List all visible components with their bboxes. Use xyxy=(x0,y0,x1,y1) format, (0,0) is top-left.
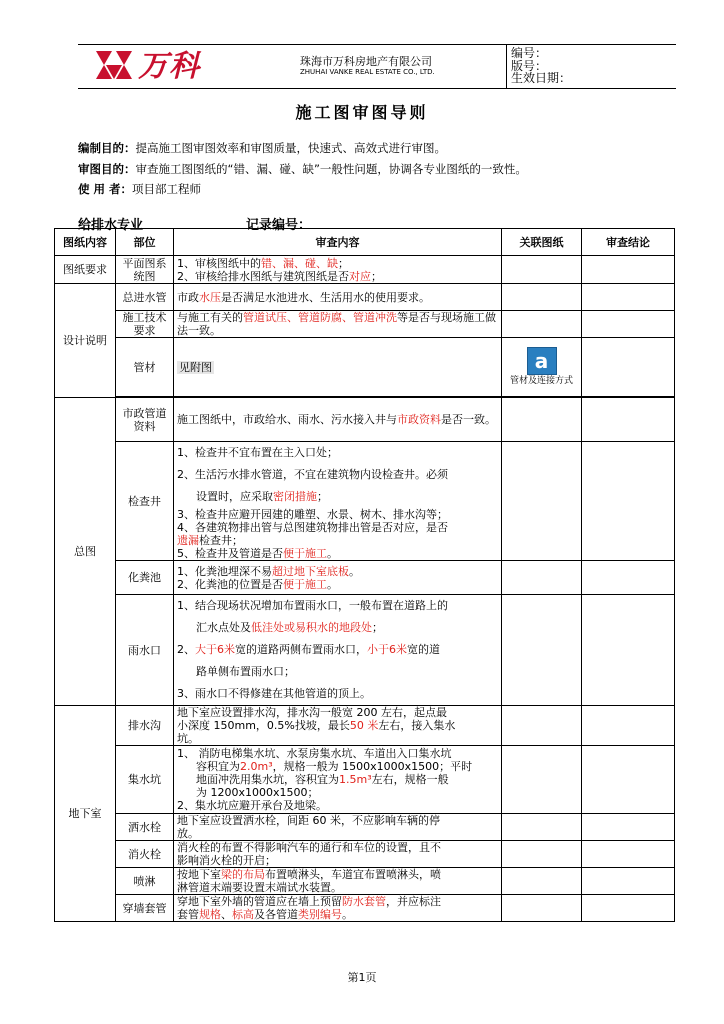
table-row xyxy=(55,595,675,706)
row-part-cell: 检查井 xyxy=(116,442,174,561)
row-result-cell[interactable] xyxy=(582,311,675,338)
row-result-cell[interactable] xyxy=(582,706,675,746)
row-result-cell[interactable] xyxy=(582,895,675,922)
row-related-cell xyxy=(502,814,582,841)
row-content-cell: 地下室 xyxy=(55,706,116,922)
row-review-cell: 施工图纸中，市政给水、雨水、污水接入井与市政资料是否一致。 xyxy=(174,398,502,442)
brand-name: 万科 xyxy=(138,49,200,84)
vanke-logo-icon xyxy=(94,47,134,83)
table-row xyxy=(55,311,675,338)
meta-effective-date: 生效日期： xyxy=(511,71,572,85)
table-row xyxy=(55,284,675,311)
row-result-cell[interactable] xyxy=(582,284,675,311)
table-row xyxy=(55,868,675,895)
table-row xyxy=(55,706,675,746)
intro-user: 使 用 者：项目部工程师 xyxy=(78,182,202,196)
discipline-label: 给排水专业 xyxy=(78,218,144,233)
row-content-cell: 图纸要求 xyxy=(55,256,116,284)
row-review-cell: 市政水压是否满足水池进水、生活用水的使用要求。 xyxy=(174,284,502,311)
row-related-cell xyxy=(502,895,582,922)
table-row xyxy=(55,895,675,922)
table-row xyxy=(55,338,675,397)
row-result-cell[interactable] xyxy=(582,256,675,284)
row-review-cell: 按地下室梁的布局布置喷淋头，车道宜布置喷淋头，喷 淋管道末端要设置末端试水装置。 xyxy=(174,868,502,895)
row-review-cell: 地下室应设置洒水栓，间距 60 米，不应影响车辆的停 放。 xyxy=(174,814,502,841)
meta-number: 编号： xyxy=(511,46,548,60)
header-bottom-line xyxy=(78,88,676,89)
review-table xyxy=(54,228,675,922)
header-related-drawing: 关联图纸 xyxy=(502,229,582,256)
row-review-cell: 穿地下室外墙的管道应在墙上预留防水套管，并应标注 套管规格、标高及各管道类别编号。 xyxy=(174,895,502,922)
row-part-cell: 平面图系统图 xyxy=(116,256,174,284)
row-review-cell: 1、 消防电梯集水坑、水泵房集水坑、车道出入口集水坑 容积宜为2.0m³，规格一般为 1500x1000x1500；平时 地面冲洗用集水坑，容积宜为1.5m³左右，规格一般 为 1200x1000x1500； 2、集水坑应避开承台及地梁。 xyxy=(174,746,502,814)
row-review-cell: 见附图 xyxy=(174,338,502,397)
row-part-cell: 雨水口 xyxy=(116,595,174,706)
row-review-cell: 消火栓的布置不得影响汽车的通行和车位的设置，且不 影响消火栓的开启； xyxy=(174,841,502,868)
row-related-cell xyxy=(502,284,582,311)
document-title: 施工图审图导则 xyxy=(295,103,429,122)
row-related-cell xyxy=(502,706,582,746)
row-related-cell xyxy=(502,442,582,561)
row-part-cell: 消火栓 xyxy=(116,841,174,868)
row-result-cell[interactable] xyxy=(582,841,675,868)
row-result-cell[interactable] xyxy=(582,595,675,706)
row-related-cell xyxy=(502,561,582,595)
intro-review: 审图目的：审查施工图图纸的“错、漏、碰、缺”一般性问题，协调各专业图纸的一致性。 xyxy=(78,162,527,176)
table-row xyxy=(55,841,675,868)
record-number-label: 记录编号： xyxy=(246,218,312,233)
table-row xyxy=(55,442,675,561)
row-review-cell: 1、检查井不宜布置在主入口处； 2、生活污水排水管道，不宜在建筑物内设检查井。必须 设置时，应采取密闭措施； 3、检查井应避开园建的雕塑、水景、树木、排水沟等； 4、各建筑物排出管与总图建筑物排出管是否对应，是否 遗漏检查井； 5、检查井及管道是否便于施工。 xyxy=(174,442,502,561)
meta-version: 版号： xyxy=(511,59,548,73)
row-related-cell[interactable]: a 管材及连接方式 xyxy=(502,338,582,397)
company-name-cn: 珠海市万科房地产有限公司 xyxy=(300,55,432,68)
row-result-cell[interactable] xyxy=(582,868,675,895)
row-result-cell[interactable] xyxy=(582,746,675,814)
attachment-icon[interactable]: a xyxy=(527,347,557,375)
row-review-cell: 与施工有关的管道试压、管道防腐、管道冲洗等是否与现场施工做法一致。 xyxy=(174,311,502,338)
row-review-cell: 1、结合现场状况增加布置雨水口，一般布置在道路上的 汇水点处及低洼处或易积水的地段处； 2、大于6米宽的道路两侧布置雨水口，小于6米宽的道 路单侧布置雨水口； 3、雨水口不得修建在其他管道的顶上。 xyxy=(174,595,502,706)
header-top-line xyxy=(78,44,676,45)
company-name-en: ZHUHAI VANKE REAL ESTATE CO., LTD. xyxy=(300,68,435,76)
row-related-cell xyxy=(502,311,582,338)
row-part-cell: 施工技术要求 xyxy=(116,311,174,338)
header-divider-right xyxy=(506,44,507,88)
table-row xyxy=(55,814,675,841)
header-review-result: 审查结论 xyxy=(582,229,675,256)
row-result-cell[interactable] xyxy=(582,814,675,841)
header-review-content: 审查内容 xyxy=(174,229,502,256)
table-row xyxy=(55,256,675,284)
row-part-cell: 洒水栓 xyxy=(116,814,174,841)
row-related-cell xyxy=(502,746,582,814)
row-review-cell: 1、审核图纸中的错、漏、碰、缺； 2、审核给排水图纸与建筑图纸是否对应； xyxy=(174,256,502,284)
row-part-cell: 市政管道资料 xyxy=(116,398,174,442)
row-review-cell: 1、化粪池埋深不易超过地下室底板。 2、化粪池的位置是否便于施工。 xyxy=(174,561,502,595)
row-content-cell: 设计说明 xyxy=(55,284,116,398)
row-related-cell xyxy=(502,256,582,284)
row-result-cell[interactable] xyxy=(582,442,675,561)
row-part-cell: 喷淋 xyxy=(116,868,174,895)
row-result-cell[interactable] xyxy=(582,561,675,595)
row-related-cell xyxy=(502,398,582,442)
table-row xyxy=(55,746,675,814)
intro-purpose: 编制目的：提高施工图审图效率和审图质量，快速式、高效式进行审图。 xyxy=(78,141,446,155)
row-review-cell: 地下室应设置排水沟，排水沟一般宽 200 左右，起点最 小深度 150mm，0.5%找坡，最长50 米左右，接入集水 坑。 xyxy=(174,706,502,746)
row-part-cell: 集水坑 xyxy=(116,746,174,814)
table-row xyxy=(55,398,675,442)
row-part-cell: 总进水管 xyxy=(116,284,174,311)
row-result-cell[interactable] xyxy=(582,398,675,442)
page-number: 第1页 xyxy=(347,971,377,984)
row-related-cell xyxy=(502,841,582,868)
row-content-cell: 总图 xyxy=(55,398,116,706)
row-part-cell: 管材 xyxy=(116,338,174,397)
row-related-cell xyxy=(502,595,582,706)
row-part-cell: 排水沟 xyxy=(116,706,174,746)
table-header-row xyxy=(55,229,675,256)
row-part-cell: 化粪池 xyxy=(116,561,174,595)
table-row xyxy=(55,561,675,595)
row-result-cell[interactable] xyxy=(582,338,675,397)
header-drawing-content: 图纸内容 xyxy=(55,229,116,256)
row-related-cell xyxy=(502,868,582,895)
header-part: 部位 xyxy=(116,229,174,256)
row-part-cell: 穿墙套管 xyxy=(116,895,174,922)
